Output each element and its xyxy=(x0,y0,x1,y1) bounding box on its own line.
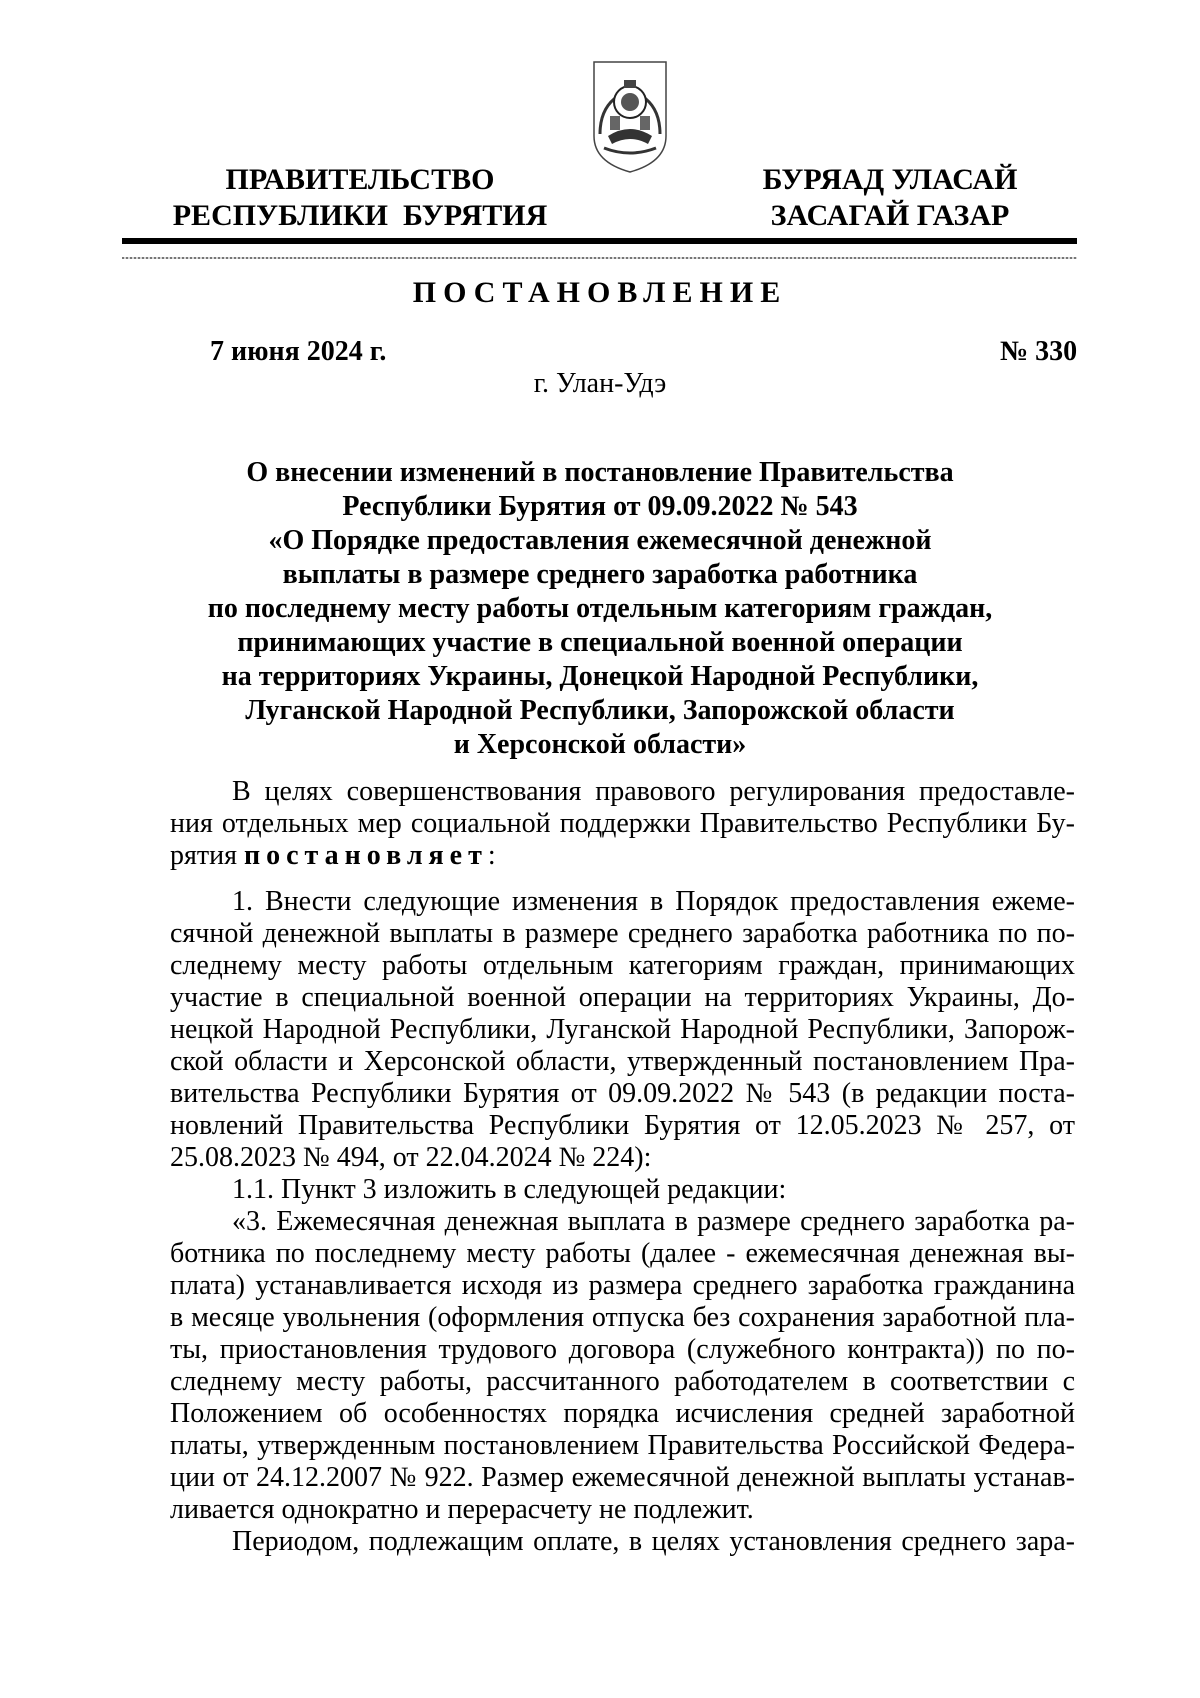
preamble-line: ния отдельных мер социальной поддержки Правительство Республики Бу- xyxy=(170,808,1075,839)
preamble-prefix: рятия xyxy=(170,840,244,871)
preamble-line xyxy=(170,840,1075,872)
coat-of-arms-icon xyxy=(590,58,670,176)
paragraph-line: нецкой Народной Республики, Луганской Народной Республики, Запорож- xyxy=(170,1014,1075,1045)
header-left xyxy=(150,162,570,234)
document-number: № 330 xyxy=(1000,336,1078,367)
paragraph-line: ты, приостановления трудового договора (служебного контракта)) по по- xyxy=(170,1334,1075,1365)
paragraph-line: новлений Правительства Республики Бурятия от 12.05.2023 № 257, от xyxy=(170,1110,1075,1141)
header-left-line-1: ПРАВИТЕЛЬСТВО xyxy=(225,163,495,196)
paragraph-line: вительства Республики Бурятия от 09.09.2022 № 543 (в редакции поста- xyxy=(170,1078,1075,1109)
header-right xyxy=(720,162,1060,234)
paragraph-1 xyxy=(170,886,1075,1558)
title-line: по последнему месту работы отдельным категориям граждан, xyxy=(207,593,993,624)
paragraph-line: сячной денежной выплаты в размере среднего заработка работника по по- xyxy=(170,918,1075,949)
paragraph-line: ции от 24.12.2007 № 922. Размер ежемесячной денежной выплаты устанав- xyxy=(170,1462,1075,1493)
title-line: выплаты в размере среднего заработка работника xyxy=(282,559,918,590)
title-line: и Херсонской области» xyxy=(453,729,747,760)
paragraph-line: в месяце увольнения (оформления отпуска без сохранения заработной пла- xyxy=(170,1302,1075,1333)
paragraph-line: «3. Ежемесячная денежная выплата в размере среднего заработка ра- xyxy=(232,1206,1075,1237)
title-line: принимающих участие в специальной военной операции xyxy=(237,627,963,658)
preamble-line: В целях совершенствования правового регулирования предоставле- xyxy=(232,776,1075,807)
paragraph-line: платы, утвержденным постановлением Правительства Российской Федера- xyxy=(170,1430,1075,1461)
preamble xyxy=(170,776,1075,872)
preamble-colon: : xyxy=(487,840,496,871)
document-city: г. Улан-Удэ xyxy=(533,368,667,399)
document-date: 7 июня 2024 г. xyxy=(210,336,387,367)
header-right-line-1: БУРЯАД УЛАСАЙ xyxy=(762,163,1018,196)
header-right-line-2: ЗАСАГАЙ ГАЗАР xyxy=(770,199,1010,232)
paragraph-1-1: 1.1. Пункт 3 изложить в следующей редакции: xyxy=(232,1174,787,1205)
paragraph-line: Периодом, подлежащим оплате, в целях установления среднего зара- xyxy=(232,1526,1075,1557)
title-line: О внесении изменений в постановление Правительства xyxy=(246,457,954,488)
paragraph-line: ливается однократно и перерасчету не подлежит. xyxy=(170,1494,754,1525)
document-type: ПОСТАНОВЛЕНИЕ xyxy=(412,276,788,309)
paragraph-line: 25.08.2023 № 494, от 22.04.2024 № 224): xyxy=(170,1142,652,1173)
title-line: Республики Бурятия от 09.09.2022 № 543 xyxy=(342,491,858,522)
title-line: Луганской Народной Республики, Запорожской области xyxy=(245,695,955,726)
paragraph-line: плата) устанавливается исходя из размера среднего заработка гражданина xyxy=(170,1270,1075,1301)
paragraph-line: ботника по последнему месту работы (далее - ежемесячная денежная вы- xyxy=(170,1238,1075,1269)
title-line: «О Порядке предоставления ежемесячной денежной xyxy=(268,525,932,556)
paragraph-line: следнему месту работы, рассчитанного работодателем в соответствии с xyxy=(170,1366,1075,1397)
paragraph-line: ской области и Херсонской области, утвержденный постановлением Пра- xyxy=(170,1046,1075,1077)
document-title xyxy=(200,456,1000,762)
title-line: на территориях Украины, Донецкой Народной Республики, xyxy=(221,661,979,692)
header-left-line-2: РЕСПУБЛИКИ БУРЯТИЯ xyxy=(172,199,548,232)
header-divider-thick xyxy=(122,238,1077,244)
preamble-decree-word: постановляет xyxy=(243,840,488,871)
header-divider-thin xyxy=(122,257,1077,259)
paragraph-line: участие в специальной военной операции на территориях Украины, До- xyxy=(170,982,1075,1013)
paragraph-line: Положением об особенностях порядка исчисления средней заработной xyxy=(170,1398,1075,1429)
paragraph-line: следнему месту работы отдельным категориям граждан, принимающих xyxy=(170,950,1075,981)
paragraph-line: 1. Внести следующие изменения в Порядок предоставления ежеме- xyxy=(232,886,1075,917)
